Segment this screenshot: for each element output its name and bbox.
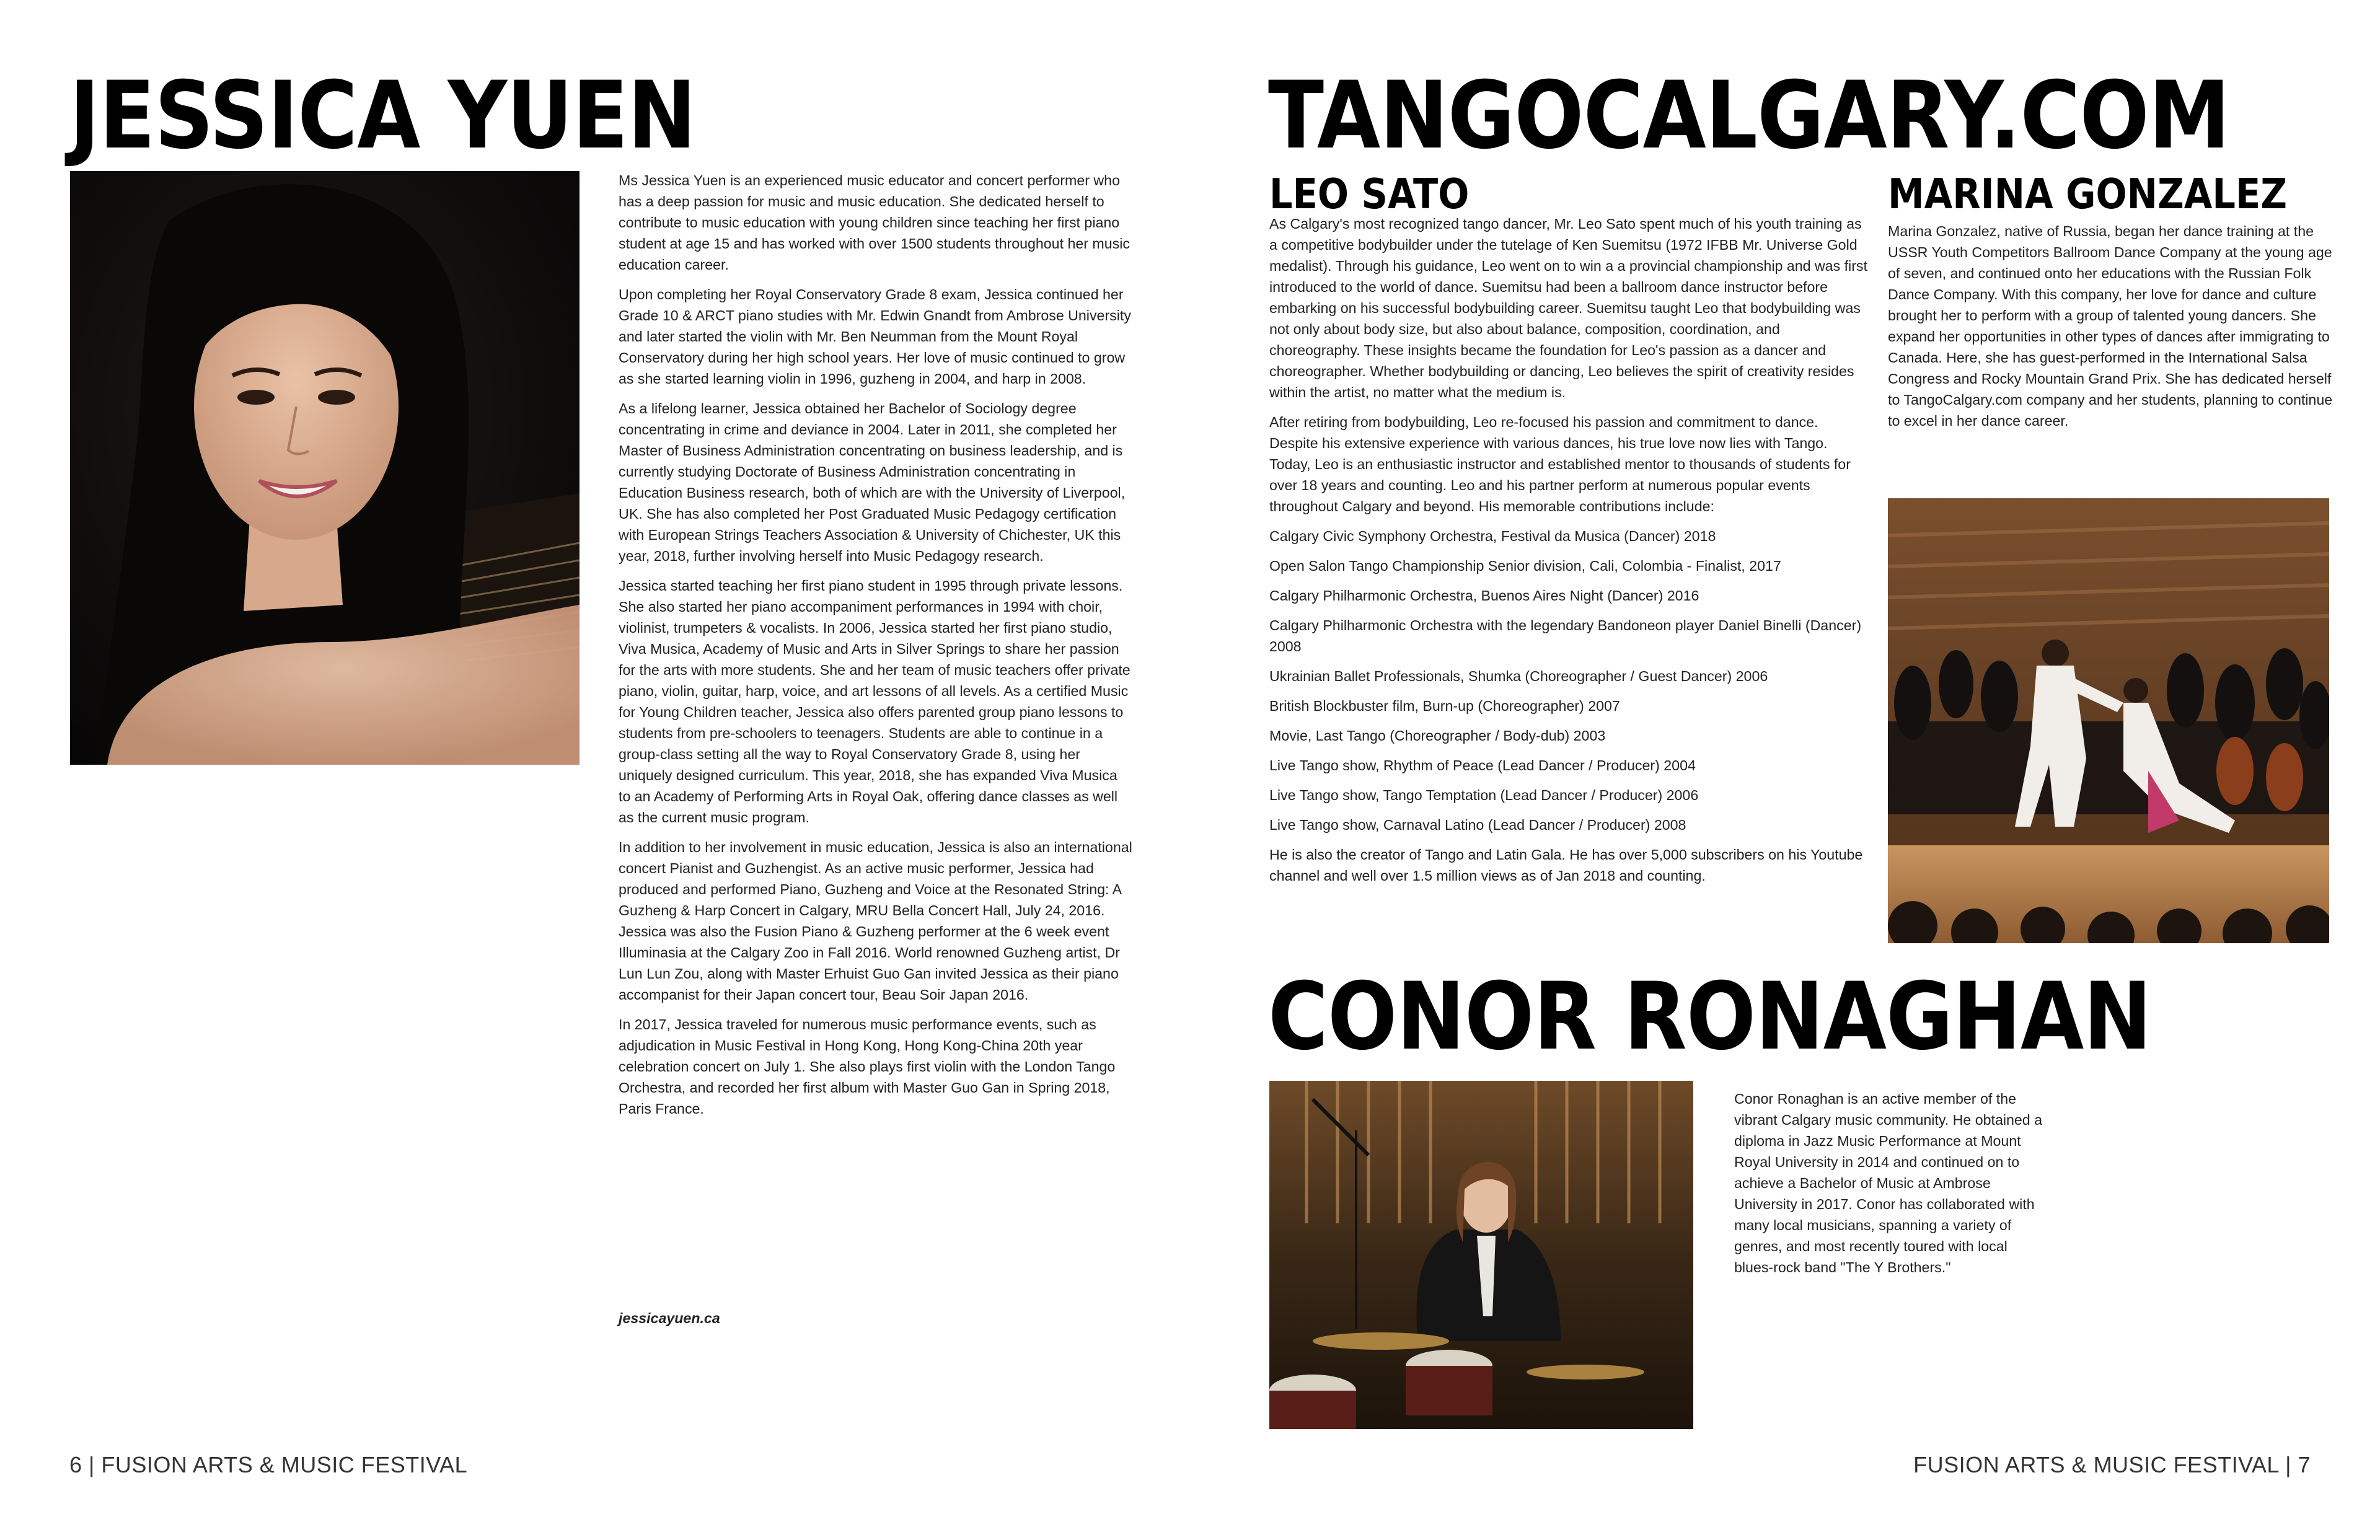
leo-credits-list <box>1269 526 1871 835</box>
list-item: Calgary Philharmonic Orchestra, Buenos Aires Night (Dancer) 2016 <box>1269 587 1699 604</box>
footer-left: 6 | FUSION ARTS & MUSIC FESTIVAL <box>69 1452 468 1477</box>
bio-paragraph: In 2017, Jessica traveled for numerous music performance events, such as adjudication in Music Festival in Hong Kong, Hong Kong-China 20th year celebration concert on July 1. She also plays first violin with the London Tango Orchestra, and recorded her first album with Master Guo Gan in Spring 2018, Paris France. <box>619 1016 1116 1117</box>
tango-orchestra-stage-icon <box>1888 498 2329 943</box>
bio-paragraph: As a lifelong learner, Jessica obtained her Bachelor of Sociology degree concentrating in crime and deviance in 2004. Later in 2011, she completed her Master of Business Administration concentrating on business leadership, and is currently studying Doctorate of Business Administration concentrating in Education Business research, both of which are with the University of Liverpool, UK. She has also completed her Post Graduated Music Pedagogy certification with European Strings Teachers Association & University of Chichester, UK this year, 2018, further involving herself into Music Pedagogy research. <box>619 400 1126 564</box>
bio-paragraph: In addition to her involvement in music education, Jessica is also an international concert Pianist and Guzhengist. As an active music performer, Jessica had produced and performed Piano, Guzheng and Voice at the Resonated String: A Guzheng & Harp Concert in Calgary, MRU Bella Concert Hall, July 24, 2016. Jessica was also the Fusion Piano & Guzheng performer at the 6 week event Illuminasia at the Calgary Zoo in Fall 2016. World renowned Guzheng artist, Dr Lun Lun Zou, along with Master Erhuist Guo Gan invited Jessica as their piano accompanist for their Japan concert tour, Beau Soir Japan 2016. <box>619 839 1132 1003</box>
list-item: Movie, Last Tango (Choreographer / Body-dub) 2003 <box>1269 728 1606 744</box>
list-item: British Blockbuster film, Burn-up (Choreographer) 2007 <box>1269 698 1620 714</box>
bio-paragraph: Conor Ronaghan is an active member of the vibrant Calgary music community. He obtained a diploma in Jazz Music Performance at Mount Royal University in 2014 and continued on to achieve a Bachelor of Music at Ambrose University in 2017. Conor has collaborated with many local musicians, spanning a variety of genres, and most recently toured with local blues-rock band "The Y Brothers." <box>1734 1091 2043 1275</box>
bio-paragraph: Ms Jessica Yuen is an experienced music educator and concert performer who has a deep passion for music and music education. She dedicated herself to contribute to music education with young children since teaching her first piano student at age 15 and has worked with over 1500 students throughout her music education career. <box>619 172 1130 273</box>
jessica-yuen-photo <box>70 171 580 765</box>
bio-paragraph: As Calgary's most recognized tango dancer, Mr. Leo Sato spent much of his youth training as a competitive bodybuilder under the tutelage of Ken Suemitsu (1972 IFBB Mr. Universe Gold medalist). Through his guidance, Leo went on to win a a provincial championship and was first introduced to the world of dance. Suemitsu had been a ballroom dance instructor before embarking on his successful bodybuilding career. Suemitsu taught Leo that bodybuilding was not only about body size, but also about balance, composition, coordination, and choreography. These insights became the foundation for Leo's passion as a dancer and choreographer. Whether bodybuilding or dancing, Leo believes the spirit of creativity resides within the artist, no matter what the medium is. <box>1269 216 1867 400</box>
bio-paragraph: Jessica started teaching her first piano student in 1995 through private lessons. She also started her piano accompaniment performances in 1994 with choir, violinist, trumpeters & vocalists. In 2006, Jessica started her first piano studio, Viva Musica, Academy of Music and Arts in Silver Springs to share her passion for the arts with more students. She and her team of music teachers offer private piano, violin, guitar, harp, voice, and art lessons of all levels. As a certified Music for Young Children teacher, Jessica also offers parented group piano lessons to students from pre-schoolers to teenagers. Students are able to continue in a group-class setting all the way to Royal Conservatory Grade 8, using her uniquely designed curriculum. This year, 2018, she has expanded Viva Musica to an Academy of Performing Arts in Royal Oak, offering dance classes as well as the current music program. <box>619 578 1130 825</box>
bio-paragraph: He is also the creator of Tango and Latin Gala. He has over 5,000 subscribers on his Youtube channel and well over 1.5 million views as of Jan 2018 and counting. <box>1269 847 1863 884</box>
footer-right: FUSION ARTS & MUSIC FESTIVAL | 7 <box>1913 1452 2311 1477</box>
jessica-bio <box>619 170 1133 1128</box>
bio-paragraph: After retiring from bodybuilding, Leo re-focused his passion and commitment to dance. Despite his extensive experience with various dances, his true love now lies with Tango. Today, Leo is an enthusiastic instructor and established mentor to thousands of students for over 18 years and counting. Leo and his partner perform at numerous popular events throughout Calgary and beyond. His memorable contributions include: <box>1269 414 1851 514</box>
list-item: Open Salon Tango Championship Senior division, Cali, Colombia - Finalist, 2017 <box>1269 558 1781 574</box>
bio-paragraph: Upon completing her Royal Conservatory Grade 8 exam, Jessica continued her Grade 10 & ARCT piano studies with Mr. Edwin Gnandt from Ambrose University and later started the violin with Mr. Ben Neumman from the Mount Royal Conservatory during her high school years. Her love of music continued to grow as she started learning violin in 1996, guzheng in 2004, and harp in 2008. <box>619 286 1131 387</box>
tango-stage-photo <box>1888 498 2329 943</box>
list-item: Calgary Civic Symphony Orchestra, Festival da Musica (Dancer) 2018 <box>1269 528 1716 544</box>
portrait-woman-piano-icon <box>70 171 580 765</box>
conor-ronaghan-heading: CONOR RONAGHAN <box>1268 963 2151 1071</box>
leo-sato-heading: LEO SATO <box>1269 170 1470 218</box>
conor-ronaghan-photo <box>1269 1081 1693 1429</box>
bio-paragraph: Marina Gonzalez, native of Russia, began her dance training at the USSR Youth Competitors Ballroom Dance Company at the young age of seven, and continued onto her educations with the Russian Folk Dance Company. With this company, her love for dance and culture brought her to perform with a group of talented young dancers. She expand her opportunities in other types of dances after immigrating to Canada. Here, she has guest-performed in the International Salsa Congress and Rocky Mountain Grand Prix. She has dedicated herself to TangoCalgary.com company and her students, planning to continue to excel in her dance career. <box>1888 223 2333 429</box>
list-item: Ukrainian Ballet Professionals, Shumka (Choreographer / Guest Dancer) 2006 <box>1269 668 1768 684</box>
marina-gonzalez-heading: MARINA GONZALEZ <box>1888 170 2287 218</box>
list-item: Calgary Philharmonic Orchestra with the legendary Bandoneon player Daniel Binelli (Dancer) 2008 <box>1269 617 1862 654</box>
list-item: Live Tango show, Carnaval Latino (Lead Dancer / Producer) 2008 <box>1269 817 1686 833</box>
conor-ronaghan-bio <box>1734 1088 2050 1287</box>
page-title-jessica-yuen: JESSICA YUEN <box>69 62 696 170</box>
leo-sato-bio <box>1269 213 1871 895</box>
page-title-tangocalgary: TANGOCALGARY.COM <box>1268 62 2230 170</box>
jessica-website-link[interactable]: jessicayuen.ca <box>619 1310 720 1326</box>
list-item: Live Tango show, Rhythm of Peace (Lead Dancer / Producer) 2004 <box>1269 757 1696 773</box>
marina-gonzalez-bio <box>1888 221 2334 440</box>
drummer-stage-icon <box>1269 1081 1693 1429</box>
list-item: Live Tango show, Tango Temptation (Lead Dancer / Producer) 2006 <box>1269 787 1699 803</box>
